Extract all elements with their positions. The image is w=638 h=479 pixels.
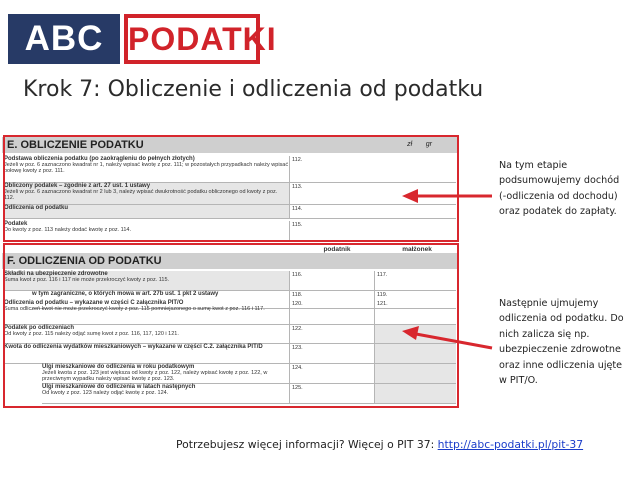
page-title: Krok 7: Obliczenie i odliczenia od podatku (23, 77, 484, 102)
field-number: 124. (292, 365, 303, 371)
row-sub: Jeżeli w poz. 6 zaznaczono kwadrat nr 1, należy wpisać kwotę z poz. 111; w pozostałych przypadkach należy wpisać połowę kwoty z poz. 111. (4, 162, 289, 174)
footer-text: Potrzebujesz więcej informacji? Więcej o PIT 37: (176, 438, 438, 451)
field-number: 119. (377, 292, 388, 298)
field-number: 115. (292, 222, 303, 228)
field-number: 123. (292, 345, 303, 351)
field-number: 121. (377, 301, 388, 307)
field-number: 117. (377, 272, 388, 278)
field-number: 120. (292, 301, 303, 307)
arrow-bottom (402, 326, 492, 348)
row-sub: Od kwoty z poz. 115 należy odjąć sumę kwot z poz. 116, 117, 120 i 121. (4, 331, 179, 337)
row-label: Podatek po odliczeniach (4, 325, 75, 331)
section-f-title: F. ODLICZENIA OD PODATKU (7, 255, 162, 267)
col-taxpayer: podatnik (323, 246, 351, 253)
row-sub: Jeżeli kwota z poz. 123 jest większa od kwoty z poz. 122, należy wpisać kwotę z poz. 122, w przeciwnym wypadku należy wpisać kwotę z poz. 123. (42, 370, 268, 382)
section-e-title: E. OBLICZENIE PODATKU (7, 139, 144, 151)
field-number: 118. (292, 292, 303, 298)
field-number: 112. (292, 157, 303, 163)
row-label: Składki na ubezpieczenie zdrowotne (4, 271, 108, 277)
col-zl: zł (407, 141, 413, 148)
field-number: 116. (292, 272, 303, 278)
row-label: Ulgi mieszkaniowe do odliczenia w roku podatkowym (42, 364, 195, 370)
row-sub: Suma odliczeń kwot nie może przekroczyć kwoty z poz. 115 pomniejszonego o sumę kwot z poz. 116 i 117. (4, 306, 265, 312)
pit-37-link[interactable]: http://abc-podatki.pl/pit-37 (437, 438, 584, 451)
row-label: Obliczony podatek – zgodnie z art. 27 ust. 1 ustawy (4, 183, 151, 189)
logo-podatki: PODATKI (124, 14, 260, 64)
field-number: 114. (292, 206, 303, 212)
row-label: Podatek (4, 221, 28, 227)
row-label: Podstawa obliczenia podatku (po zaokrągleniu do pełnych złotych) (4, 156, 195, 162)
col-spouse: małżonek (402, 246, 432, 253)
footer (176, 438, 583, 451)
col-gr: gr (425, 141, 432, 148)
row-label: Odliczenia od podatku – wykazane w części C załącznika PIT/O (4, 300, 184, 306)
annotation-top: Na tym etapie podsumowujemy dochód (-odliczenia od dochodu) oraz podatek do zapłaty. (499, 160, 620, 218)
arrow-top (402, 189, 492, 203)
row-label: Kwota do odliczenia wydatków mieszkaniowych – wykazane w części C.2. załącznika PIT/D (4, 344, 263, 350)
field-number: 122. (292, 326, 303, 332)
row-sub: Suma kwot z poz. 116 i 117 nie może przekroczyć kwoty z poz. 115. (4, 277, 170, 283)
row-sub: Jeżeli w poz. 6 zaznaczono kwadrat nr 2 lub 3, należy wpisać dwukrotność podatku obliczonego od kwoty z poz. 112. (4, 189, 278, 201)
row-label: Odliczenia od podatku (4, 205, 69, 211)
row-sub: Do kwoty z poz. 113 należy dodać kwotę z poz. 114. (4, 227, 131, 233)
field-number: 125. (292, 385, 303, 391)
field-number: 113. (292, 184, 303, 190)
row-sub: Od kwoty z poz. 123 należy odjąć kwotę z poz. 124. (42, 390, 169, 396)
annotation-bottom: Następnie ujmujemy odliczenia od podatku. Do nich zalicza się np. ubezpieczenie zdrowotne oraz inne odliczenia ujęte w PIT/O. (499, 298, 624, 387)
row-label: w tym zagraniczne, o których mowa w art. 27b ust. 1 pkt 2 ustawy (32, 291, 219, 297)
row-label: Ulgi mieszkaniowe do odliczenia w latach następnych (42, 384, 196, 390)
logo-abc: ABC (8, 14, 120, 64)
